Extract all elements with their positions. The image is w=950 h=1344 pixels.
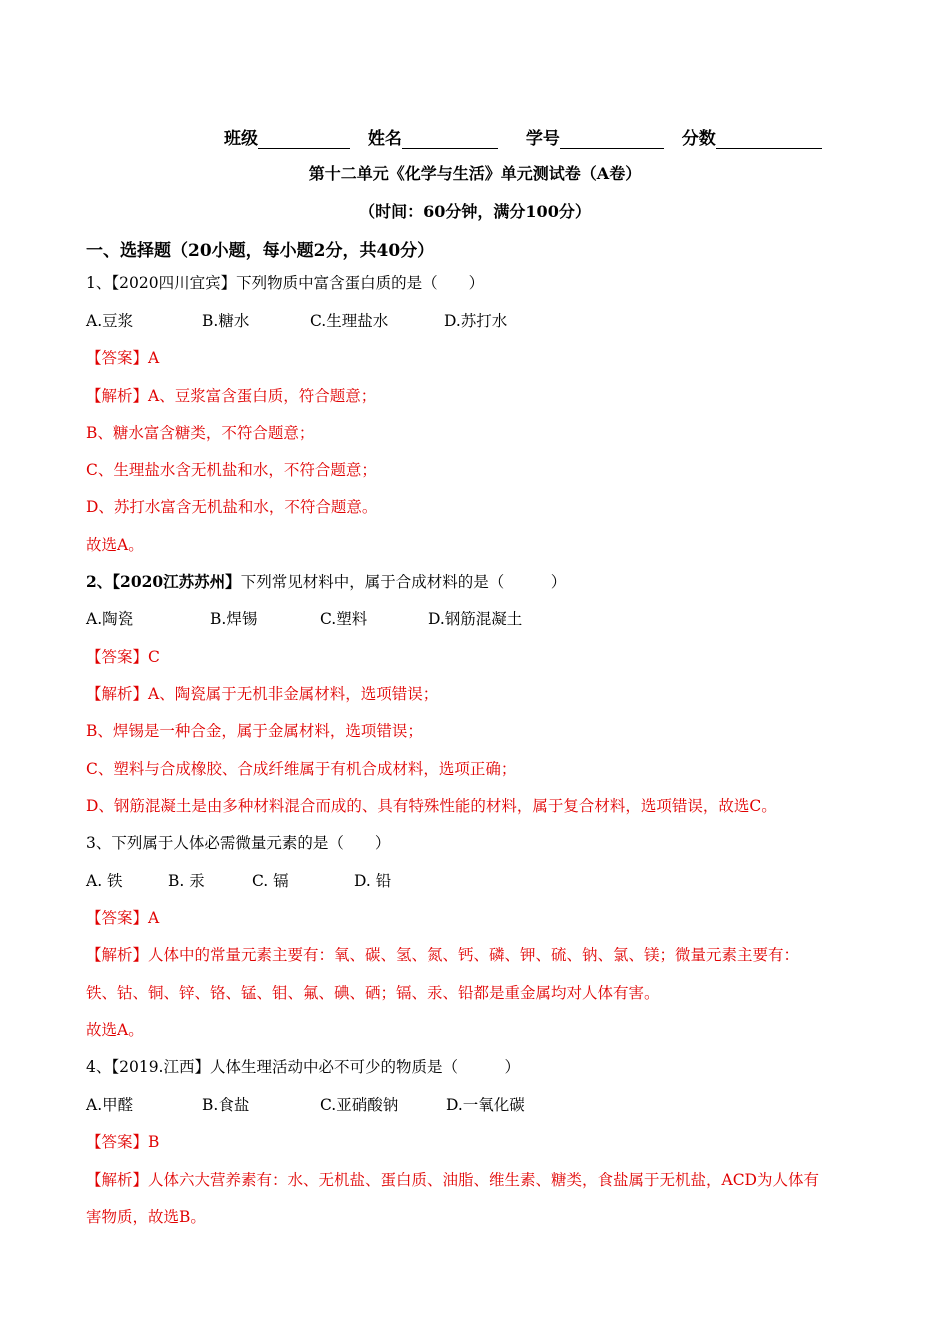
question-2-analysis-line: 【解析】A、陶瓷属于无机非金属材料，选项错误； [86, 685, 439, 703]
question-1-analysis-line: 【解析】A、豆浆富含蛋白质，符合题意； [86, 387, 377, 405]
option-c: C. 镉 [252, 872, 289, 890]
question-3-answer: 【答案】A [86, 909, 160, 927]
question-2-analysis-line: B、焊锡是一种合金，属于金属材料，选项错误； [86, 722, 423, 740]
question-2-options [86, 609, 522, 629]
score-blank[interactable] [716, 130, 822, 149]
option-a: A.豆浆 [86, 312, 134, 330]
question-1-analysis-line: C、生理盐水含无机盐和水，不符合题意； [86, 461, 377, 479]
option-c: C.亚硝酸钠 [320, 1096, 399, 1114]
page-subtitle: （时间：60分钟，满分100分） [359, 202, 591, 221]
question-2-stem: 2、【2020江苏苏州】下列常见材料中，属于合成材料的是（ ） [86, 572, 567, 591]
question-4-stem: 4、【2019.江西】人体生理活动中必不可少的物质是（ ） [86, 1058, 520, 1076]
student-info-row [224, 124, 822, 149]
question-1-answer: 【答案】A [86, 349, 160, 367]
question-3-conclusion: 故选A。 [86, 1021, 144, 1039]
option-a: A.陶瓷 [86, 610, 134, 628]
option-b: B.食盐 [202, 1096, 250, 1114]
question-1-options [86, 311, 507, 331]
question-2-answer: 【答案】C [86, 648, 160, 666]
question-3-options [86, 871, 391, 891]
question-1-source: 【2020四川宜宾】 [111, 274, 237, 292]
option-d: D.一氧化碳 [446, 1096, 525, 1114]
name-blank[interactable] [402, 130, 498, 149]
option-d: D.苏打水 [444, 312, 508, 330]
question-3-stem: 3、下列属于人体必需微量元素的是（ ） [86, 834, 391, 852]
option-d: D.钢筋混凝土 [428, 610, 523, 628]
page-title: 第十二单元《化学与生活》单元测试卷（A卷） [308, 164, 642, 183]
class-blank[interactable] [258, 130, 350, 149]
option-b: B.糖水 [202, 312, 250, 330]
question-4-analysis-line: 害物质，故选B。 [86, 1208, 206, 1226]
score-label: 分数 [681, 129, 716, 149]
question-3-analysis-line: 铁、钴、铜、锌、铬、锰、钼、氟、碘、硒；镉、汞、铅都是重金属均对人体有害。 [86, 984, 660, 1002]
question-2-analysis-line: C、塑料与合成橡胶、合成纤维属于有机合成材料，选项正确； [86, 760, 517, 778]
name-label: 姓名 [367, 129, 402, 149]
option-c: C.生理盐水 [310, 312, 389, 330]
question-4-answer: 【答案】B [86, 1133, 160, 1151]
question-4-options [86, 1095, 525, 1115]
question-3-analysis-line: 【解析】人体中的常量元素主要有：氧、碳、氢、氮、钙、磷、钾、硫、钠、氯、镁；微量元素主要有： [86, 946, 800, 964]
section-heading: 一、选择题（20小题，每小题2分，共40分） [86, 241, 435, 261]
class-label: 班级 [224, 129, 258, 149]
question-1-analysis-line: B、糖水富含糖类，不符合题意； [86, 424, 315, 442]
question-2-analysis-line: D、钢筋混凝土是由多种材料混合而成的、具有特殊性能的材料，属于复合材料，选项错误，故选C。 [86, 797, 777, 815]
question-2-source: 【2020江苏苏州】 [112, 572, 241, 591]
option-d: D. 铅 [354, 872, 392, 890]
question-4-analysis-line: 【解析】人体六大营养素有：水、无机盐、蛋白质、油脂、维生素、糖类，食盐属于无机盐，ACD为人体有 [86, 1171, 819, 1189]
question-1-conclusion: 故选A。 [86, 536, 144, 554]
option-a: A.甲醛 [86, 1096, 134, 1114]
student-id-blank[interactable] [560, 130, 664, 149]
option-a: A. 铁 [86, 872, 123, 890]
option-c: C.塑料 [320, 610, 368, 628]
option-b: B.焊锡 [210, 610, 258, 628]
student-id-label: 学号 [525, 129, 560, 149]
question-1-stem: 1、【2020四川宜宾】下列物质中富含蛋白质的是（ ） [86, 274, 485, 292]
question-1-analysis-line: D、苏打水富含无机盐和水，不符合题意。 [86, 498, 378, 516]
option-b: B. 汞 [168, 872, 205, 890]
